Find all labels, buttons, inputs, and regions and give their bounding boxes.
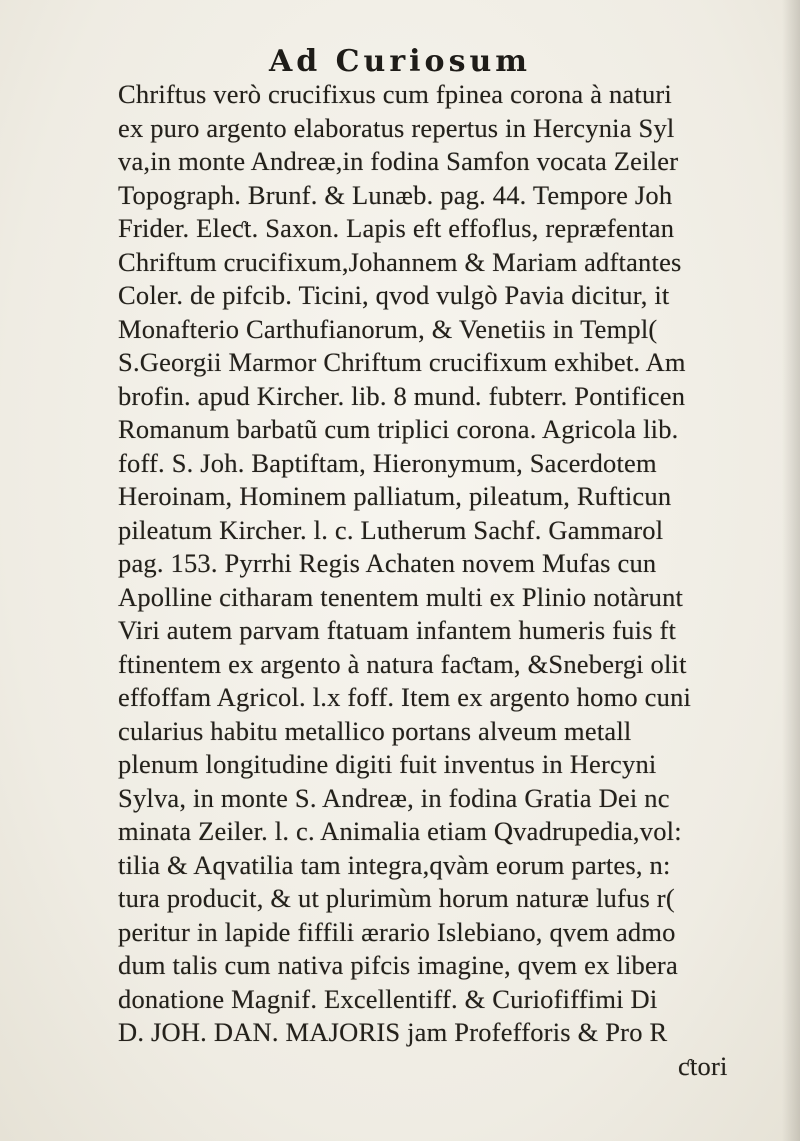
text-line: pag. 153. Pyrrhi Regis Achaten novem Mufas cun	[118, 548, 657, 578]
text-line: pileatum Kircher. l. c. Lutherum Sachf. Gammarol	[118, 514, 664, 545]
running-head: Ad Curiosum	[268, 44, 532, 79]
text-line: tura producit, & ut plurimùm horum naturæ lufus r(	[118, 883, 675, 913]
text-line: ftinentem ex argento à natura faƈtam, &Snebergi olit	[118, 648, 687, 679]
text-line: dum talis cum nativa pifcis imagine, qvem ex libera	[118, 950, 678, 980]
text-line: Sylva, in monte S. Andreæ, in fodina Gratia Dei nc	[118, 782, 670, 813]
text-line: Romanum barbatũ cum triplici corona. Agricola lib.	[118, 414, 679, 444]
text-line: Frider. Eleƈt. Saxon. Lapis eft effoflus, repræfentan	[118, 213, 675, 243]
text-line: foff. S. Joh. Baptiftam, Hieronymum, Sacerdotem	[118, 447, 657, 478]
text-line: plenum longitudine digiti fuit inventus in Hercyni	[118, 749, 657, 779]
body-text	[118, 78, 800, 1083]
text-line: tilia & Aqvatilia tam integra,qvàm eorum partes, n:	[118, 849, 671, 880]
text-line: Apolline citharam tenentem multi ex Plinio notàrunt	[118, 581, 684, 612]
text-line: minata Zeiler. l. c. Animalia etiam Qvadrupedia,vol:	[118, 816, 682, 846]
text-line: Heroinam, Hominem palliatum, pileatum, Rufticun	[118, 481, 672, 511]
text-line: Viri autem parvam ftatuam infantem humeris fuis ft	[118, 615, 677, 645]
text-line: Topograph. Brunf. & Lunæb. pag. 44. Tempore Joh	[118, 179, 673, 210]
text-line: brofin. apud Kircher. lib. 8 mund. fubterr. Pontificen	[118, 380, 686, 411]
text-line: Monafterio Carthufianorum, & Venetiis in Templ(	[118, 313, 658, 344]
text-line: cularius habitu metallico portans alveum metall	[118, 715, 632, 746]
text-line: ex puro argento elaboratus repertus in Hercynia Syl	[118, 112, 675, 143]
text-line: Chriftum crucifixum,Johannem & Mariam adftantes	[118, 246, 682, 277]
text-line: S.Georgii Marmor Chriftum crucifixum exhibet. Am	[118, 347, 686, 377]
text-line: Chriftus verò crucifixus cum fpinea corona à naturi	[118, 79, 672, 109]
text-line: Coler. de pifcib. Ticini, qvod vulgò Pavia dicitur, it	[118, 280, 670, 310]
text-line: D. JOH. DAN. MAJORIS jam Profefforis & Pro R	[118, 1017, 668, 1047]
text-line: peritur in lapide fiffili ærario Islebiano, qvem admo	[118, 916, 676, 947]
text-line: va,in monte Andreæ,in fodina Samfon vocata Zeiler	[118, 146, 679, 176]
text-line: effoffam Agricol. l.x foff. Item ex argento homo cuni	[118, 682, 692, 712]
text-line: donatione Magnif. Excellentiff. & Curiofiffimi Di	[118, 983, 658, 1014]
text-line-catchword: ƈtori	[678, 1050, 728, 1081]
